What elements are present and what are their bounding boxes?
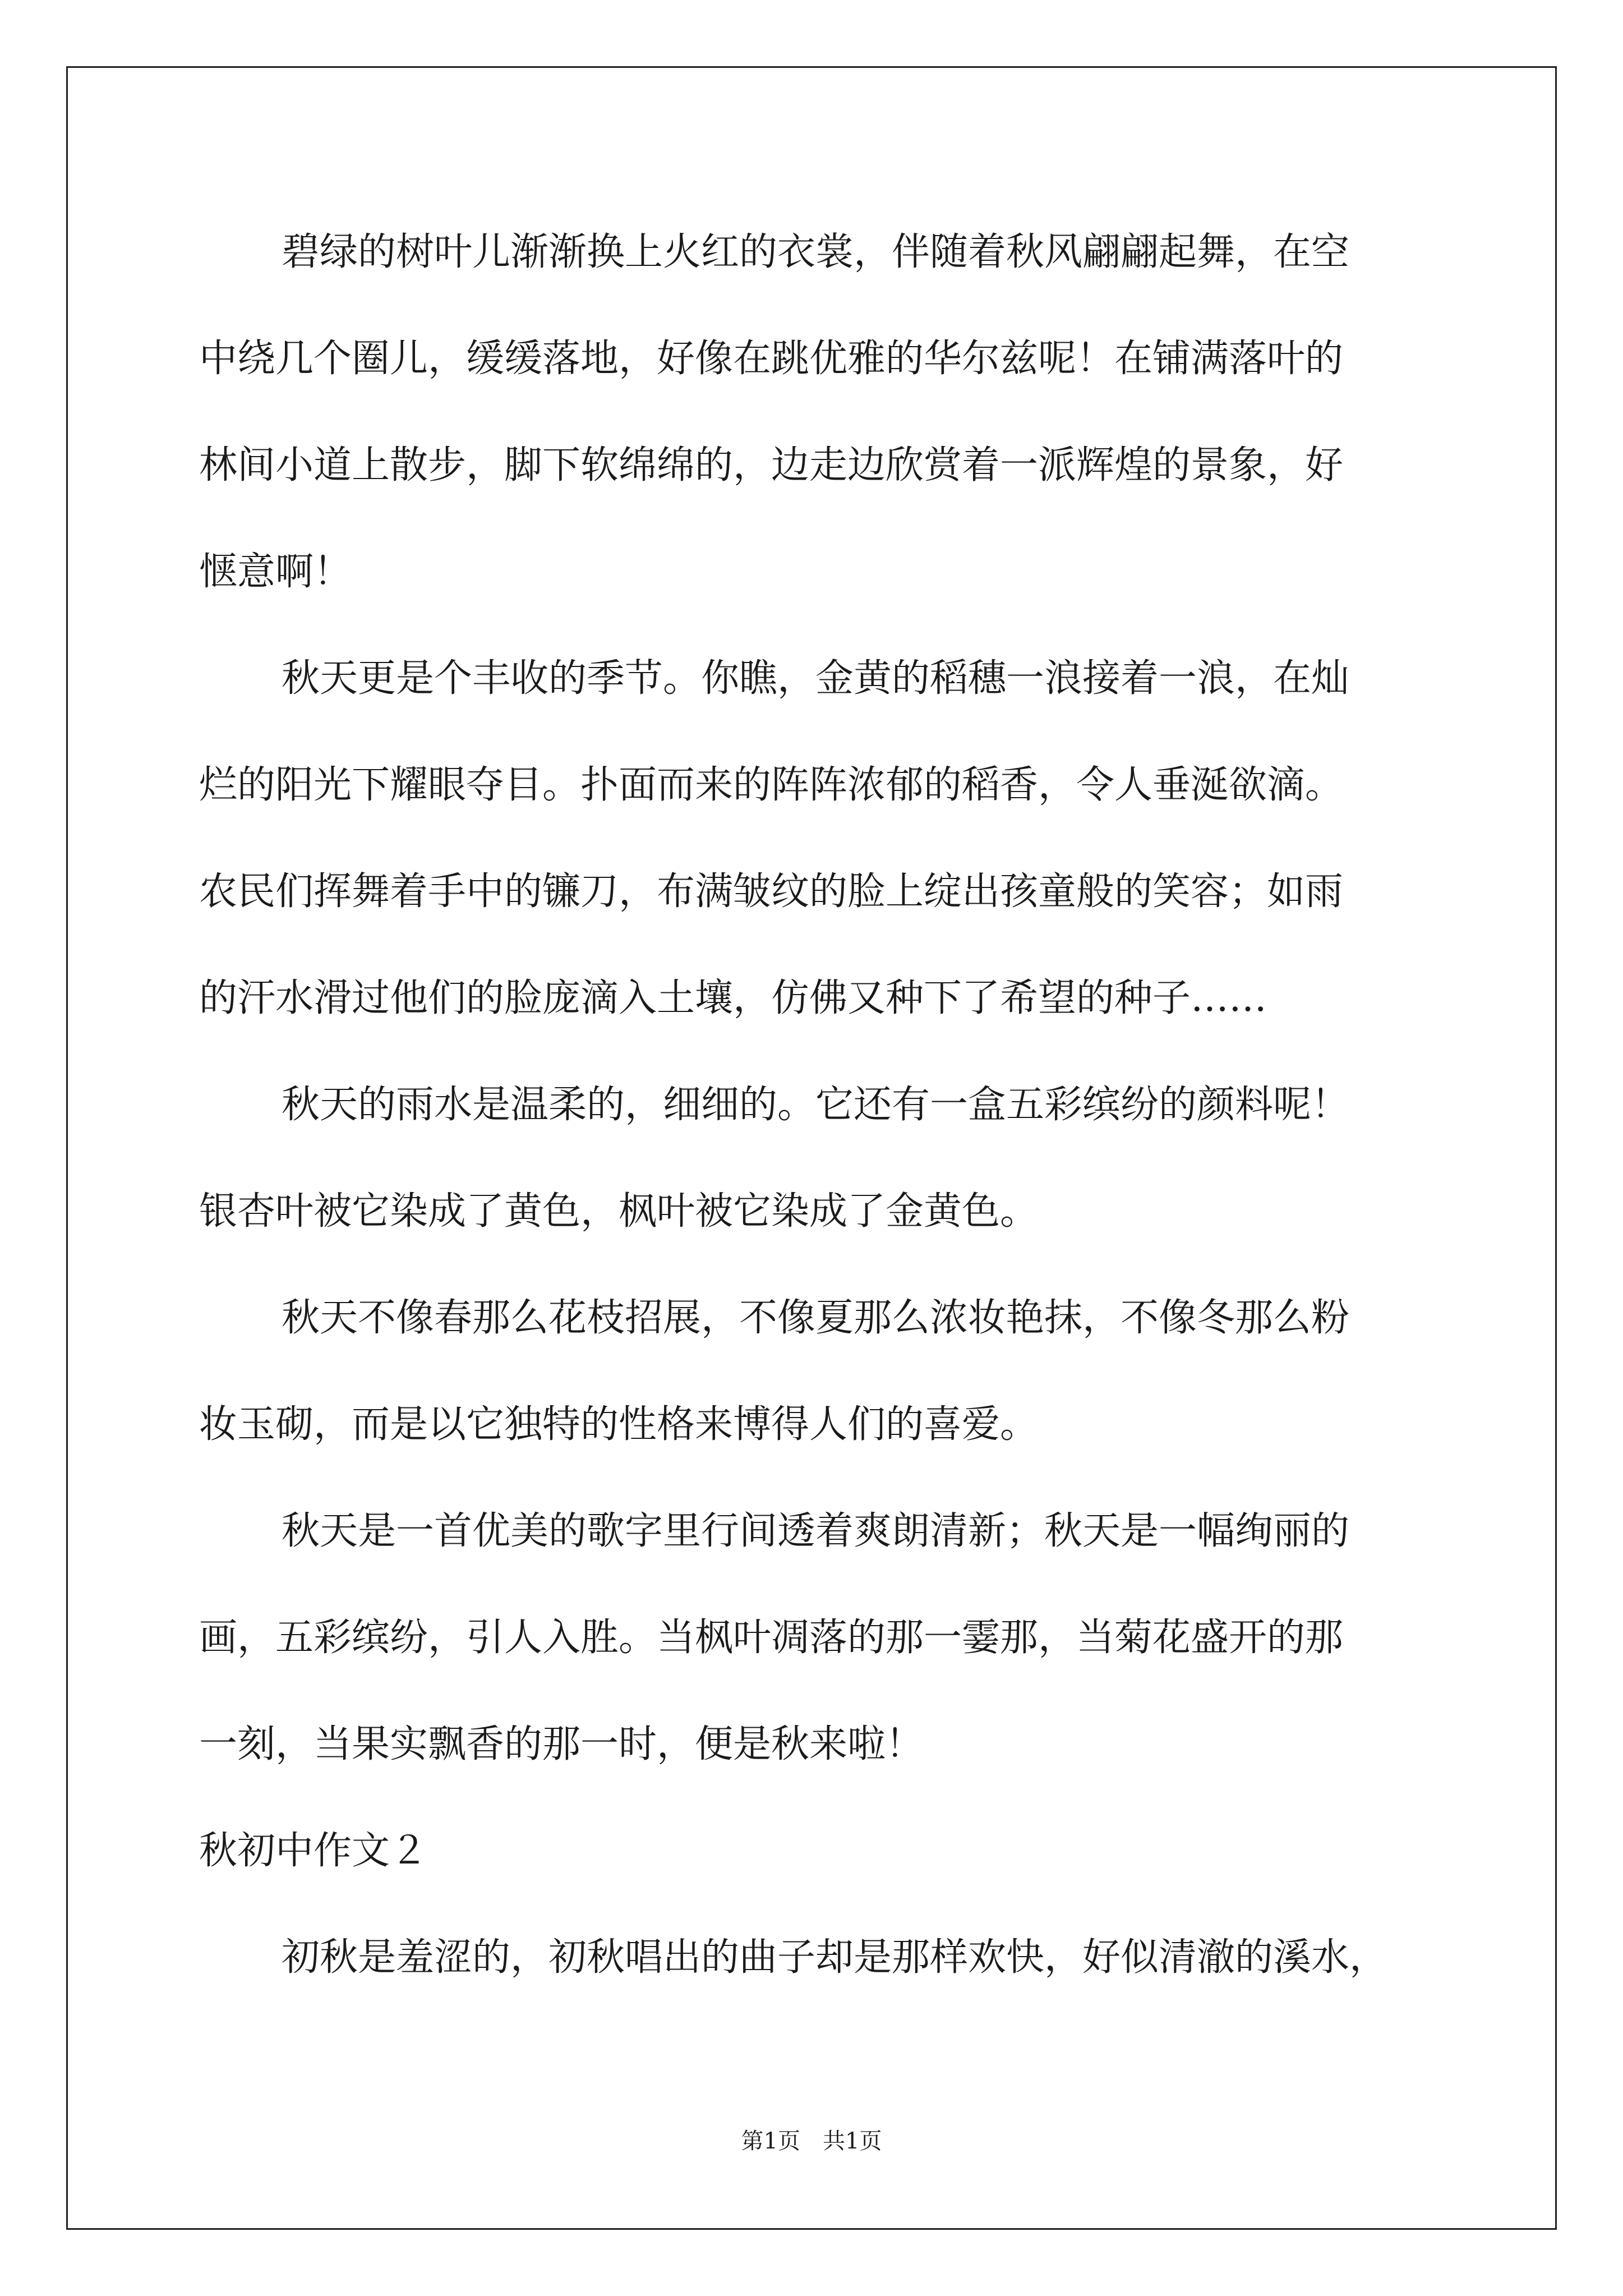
text-line: 银杏叶被它染成了黄色，枫叶被它染成了金黄色。: [199, 1189, 1039, 1234]
text-line: 秋天不像春那么花枝招展，不像夏那么浓妆艳抹，不像冬那么粉: [282, 1296, 1350, 1340]
section-heading: 秋初中作文２: [199, 1829, 428, 1873]
text-line: 惬意啊！: [199, 550, 352, 594]
page-footer: 第1页 共1页: [741, 2128, 882, 2154]
text-line: 中绕几个圈儿，缓缓落地，好像在跳优雅的华尔兹呢！在铺满落叶的: [199, 337, 1344, 381]
text-line: 烂的阳光下耀眼夺目。扑面而来的阵阵浓郁的稻香，令人垂涎欲滴。: [199, 763, 1344, 807]
text-line: 画，五彩缤纷，引人入胜。当枫叶凋落的那一霎那，当菊花盛开的那: [199, 1616, 1344, 1660]
document-body: [199, 222, 1433, 2033]
text-line: 的汗水滑过他们的脸庞滴入土壤，仿佛又种下了希望的种子……: [199, 976, 1267, 1020]
text-line: 农民们挥舞着手中的镰刀，布满皱纹的脸上绽出孩童般的笑容；如雨: [199, 869, 1344, 914]
text-line: 林间小道上散步，脚下软绵绵的，边走边欣赏着一派辉煌的景象，好: [199, 443, 1344, 487]
text-line: 一刻，当果实飘香的那一时，便是秋来啦！: [199, 1722, 924, 1766]
text-line: 妆玉砌，而是以它独特的性格来博得人们的喜爱。: [199, 1402, 1039, 1447]
text-line: 秋天更是个丰收的季节。你瞧，金黄的稻穗一浪接着一浪，在灿: [282, 656, 1350, 701]
text-line: 碧绿的树叶儿渐渐换上火红的衣裳，伴随着秋风翩翩起舞，在空: [282, 230, 1350, 274]
text-line: 秋天的雨水是温柔的，细细的。它还有一盒五彩缤纷的颜料呢！: [282, 1083, 1350, 1127]
text-line: 秋天是一首优美的歌字里行间透着爽朗清新；秋天是一幅绚丽的: [282, 1509, 1350, 1553]
text-line: 初秋是羞涩的，初秋唱出的曲子却是那样欢快，好似清澈的溪水，: [282, 1935, 1388, 1980]
